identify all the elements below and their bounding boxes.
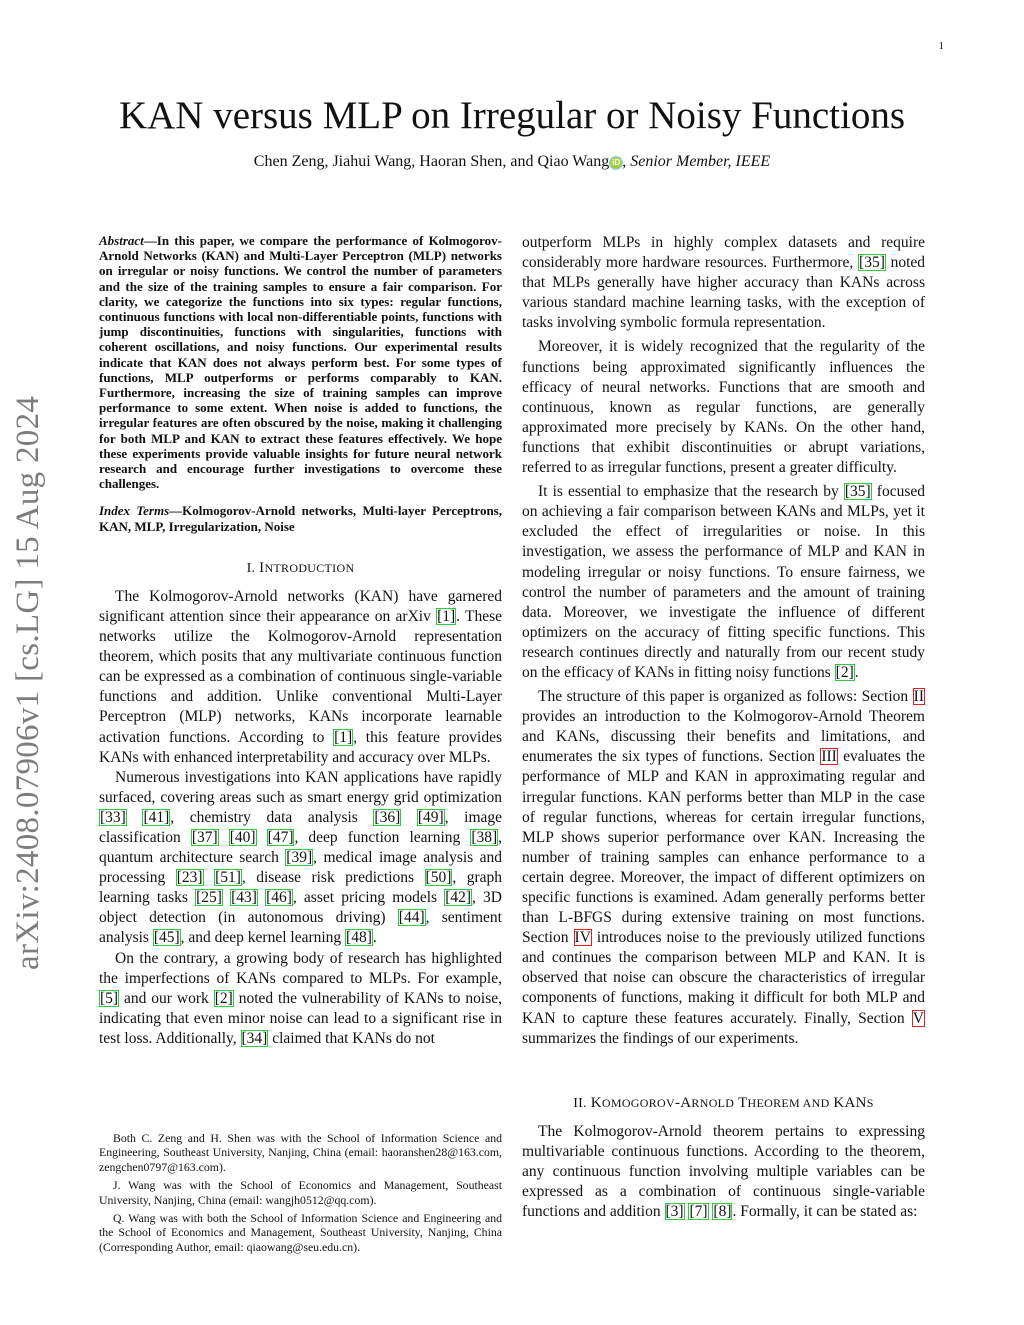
citation-link[interactable]: [50] [425,869,452,887]
index-terms-label: Index Terms [99,503,170,519]
intro-paragraph-7 [522,687,925,1049]
citation-link[interactable]: [45] [153,929,180,947]
text-run: . Formally, it can be stated as: [732,1203,918,1221]
section-heading-kan-theorem [522,1095,925,1112]
citation-link[interactable]: [7] [689,1203,708,1221]
heading-letter: A [680,1094,692,1111]
text-run: . [854,663,859,681]
text-run: evaluates the performance of MLP and KAN in approximating regular and irregular functions. KAN performs better than MLP in the case of regular functions, whereas for certain irregular functions, MLP shows superior performance over KAN. Increasing the number of training samples can enhance performance to a certain degree. Moreover, the impact of different optimizers on specific functions is examined. Adam generally performs better than L-BFGS during extensive training on most functions. Section [522,748,925,947]
section-link[interactable]: III [821,748,837,766]
text-run: claimed that KANs do not [268,1029,435,1047]
intro-paragraph-5: Moreover, it is widely recognized that the regularity of the functions being approximated significantly influences the efficacy of neural networks. Functions that are smooth and continuous, known as regular functions, are generally approximated more precisely by KANs. On the other hand, functions that exhibit discontinuities or abrupt variations, referred to as irregular functions, present a greater difficulty. [522,338,925,477]
author-separator: , [622,153,631,170]
section-rest: NTRODUCTION [264,560,355,575]
intro-paragraph-6 [522,482,925,683]
text-run: summarizes the findings of our experiments. [522,1029,799,1047]
footnotes [99,1131,502,1258]
footnote: Both C. Zeng and H. Shen was with the School of Information Science and Engineering, Southeast University, Nanjing, China (email: haoranshen28@163.com, zengchen0797@163.com). [99,1131,502,1174]
citation-link[interactable]: [42] [445,889,472,907]
citation-link[interactable]: [36] [374,808,401,826]
citation-link[interactable]: [5] [100,989,119,1007]
text-run: , 3D object detection (in autonomous driving) [99,889,502,927]
citation-link[interactable]: [37] [191,828,218,846]
section-number: II. [573,1095,587,1111]
heading-letters: OMOGOROV [601,1095,675,1110]
intro-paragraph-1 [99,587,502,768]
intro-paragraph-2 [99,768,502,949]
citation-link[interactable]: [39] [286,849,313,867]
citation-link[interactable]: [44] [398,909,425,927]
intro-paragraph-3 [99,949,502,1049]
right-column [522,233,925,1226]
citation-link[interactable]: [35] [859,254,885,272]
abstract-text: —In this paper, we compare the performance of Kolmogorov-Arnold Networks (KAN) and Multi-Layer Perceptron (MLP) networks on irregular or noisy functions. We control the number of parameters and the size of the training samples to ensure a fair comparison. For clarity, we categorize the functions into six types: regular functions, continuous functions with local non-differentiable points, functions with jump discontinuities, functions with singularities, functions with coherent oscillations, and noisy functions. Our experimental results indicate that KAN does not always perform best. For some types of functions, MLP outperforms or performs comparably to KAN. Furthermore, increasing the size of training samples can improve performance to some extent. When noise is added to functions, the irregular features are often obscured by the noise, making it challenging for both MLP and KAN to extract these features effectively. We hope these experiments provide valuable insights for future neural network research and encourage further investigations to overcome these challenges. [99,233,502,492]
text-run: , disease risk predictions [241,869,425,887]
theorem-paragraph [522,1122,925,1222]
text-run: , medical image analysis and processing [99,849,503,887]
text-run: The structure of this paper is organized as follows: Section [538,688,913,706]
citation-link[interactable]: [2] [835,663,854,681]
text-run: , chemistry data analysis [170,808,374,826]
text-run: focused on achieving a fair comparison between KANs and MLPs, yet it excluded the effect of irregularities or noise. In this investigation, we assess the performance of MLP and KAN in modeling irregular or noisy functions. To ensure fairness, we control the number of parameters and the amount of training data. Moreover, we investigate the influence of different optimizers on the accuracy of fitting specific functions. This research continues directly and naturally from our recent study on the efficacy of KANs in fitting noisy functions [522,483,926,681]
text-run: , this feature provides KANs with enhanced interpretability and accuracy over MLPs. [99,728,502,766]
heading-letter: KAN [833,1094,867,1111]
citation-link[interactable]: [25] [196,889,222,907]
text-run [219,829,229,846]
abstract [99,233,502,491]
citation-link[interactable]: [49] [417,808,444,826]
text-run: outperform MLPs in highly complex datasets and require considerably more hardware resources. Furthermore, [522,234,925,272]
text-run [258,889,265,906]
heading-letters: S [866,1095,874,1110]
text-run: Numerous investigations into KAN applications have rapidly surfaced, covering areas such as smart energy grid optimization [99,768,502,806]
citation-link[interactable]: [35] [844,483,871,501]
heading-letter: - [674,1094,681,1111]
index-terms [99,503,502,533]
text-run: . [372,929,377,947]
text-run: It is essential to emphasize that the research by [538,483,844,501]
text-run: . These networks utilize the Kolmogorov-Arnold representation theorem, which posits that any multivariate continuous function can be expressed as a combination of continuous single-variable functions and addition. Unlike conventional Multi-Layer Perceptron (MLP) networks, KANs incorporate learnable activation functions. According to [99,607,502,746]
citation-link[interactable]: [41] [143,808,170,826]
citation-link[interactable]: [23] [176,869,203,887]
footnote: J. Wang was with the School of Economics and Management, Southeast University, Nanjing, China (email: wangjh0512@qq.com). [99,1178,502,1207]
footnote: Q. Wang was with both the School of Information Science and Engineering and the School of Economics and Management, Southeast University, Nanjing, China (Corresponding Author, email: qiaowang@seu.edu.cn). [99,1211,502,1254]
citation-link[interactable]: [51] [215,869,241,887]
heading-letter: T [738,1094,748,1111]
citation-link[interactable]: [3] [665,1203,684,1221]
author-line [0,152,1024,172]
text-run: introduces noise to the previously utilized functions and continues the comparison between MLP and KAN. It is observed that noise can obscure the characteristics of irregular components of functions, making it difficult for both MLP and KAN to capture these features accurately. Finally, Section [522,929,925,1027]
arxiv-stamp: arXiv:2408.07906v1 [cs.LG] 15 Aug 2024 [10,395,46,970]
heading-letter: K [590,1094,602,1111]
citation-link[interactable]: [43] [231,889,257,907]
page-number: 1 [938,40,944,52]
text-run [127,809,143,826]
left-column [99,233,502,1049]
text-run: , quantum architecture search [99,828,503,867]
text-run: and our work [119,989,214,1007]
citation-link[interactable]: [46] [266,889,292,907]
text-run: , image classification [99,808,503,846]
citation-link[interactable]: [38] [471,828,498,846]
paper-title: KAN versus MLP on Irregular or Noisy Functions [118,94,906,137]
text-run: , asset pricing models [292,889,445,907]
intro-paragraph-4 [522,233,925,333]
citation-link[interactable]: [1] [437,607,456,625]
text-run [257,829,267,846]
text-run [204,869,214,886]
citation-link[interactable]: [40] [229,828,256,846]
index-terms-text: —Kolmogorov-Arnold networks, Multi-layer Perceptrons, KAN, MLP, Irregularization, Noise [99,503,502,534]
text-run [223,889,230,906]
orcid-icon[interactable]: iD [612,158,621,167]
text-run: , sentiment analysis [99,909,502,947]
text-run: noted that MLPs generally have higher accuracy than KANs across various standard machine learning tasks, with the exception of tasks involving symbolic formula representation. [522,254,926,332]
citation-link[interactable]: [2] [214,989,233,1007]
text-run: provides an introduction to the Kolmogorov-Arnold Theorem and KANs, discussing their benefits and limitations, and enumerates the six types of functions. Section [522,708,925,766]
text-run: , and deep kernel learning [180,929,346,947]
citation-link[interactable]: [34] [241,1029,268,1047]
text-run: The Kolmogorov-Arnold networks (KAN) have garnered significant attention since their appearance on arXiv [99,587,502,625]
abstract-label: Abstract [99,233,144,248]
section-heading-introduction [99,560,502,577]
citation-link[interactable]: [8] [713,1203,732,1221]
citation-link[interactable]: [48] [346,929,372,947]
text-run: On the contrary, a growing body of research has highlighted the imperfections of KANs compared to MLPs. For example, [99,949,502,987]
citation-link[interactable]: [47] [267,828,294,846]
text-run: The Kolmogorov-Arnold theorem pertains to expressing multivariable continuous functions. According to the theorem, any continuous function involving multiple variables can be expressed as a combination of continuous single-variable functions and addition [522,1122,925,1221]
heading-letters: RNOLD [691,1095,735,1110]
citation-link[interactable]: [33] [100,808,126,826]
section-initial: I [259,559,265,576]
section-link[interactable]: II [913,688,924,706]
section-link[interactable]: V [912,1009,924,1027]
heading-letters: HEOREM AND [747,1095,830,1110]
text-run: , deep function learning [294,828,471,846]
author-membership: Senior Member, IEEE [630,153,771,170]
text-run [401,809,417,826]
citation-link[interactable]: [1] [334,728,353,746]
text-run: , graph learning tasks [99,869,502,907]
section-link[interactable]: IV [574,929,591,947]
author-names: Chen Zeng, Jiahui Wang, Haoran Shen, and Qiao Wang [253,153,610,170]
text-run: noted the vulnerability of KANs to noise, indicating that even minor noise can lead to a significant rise in test loss. Additionally, [99,989,502,1047]
section-number: I. [246,560,256,576]
